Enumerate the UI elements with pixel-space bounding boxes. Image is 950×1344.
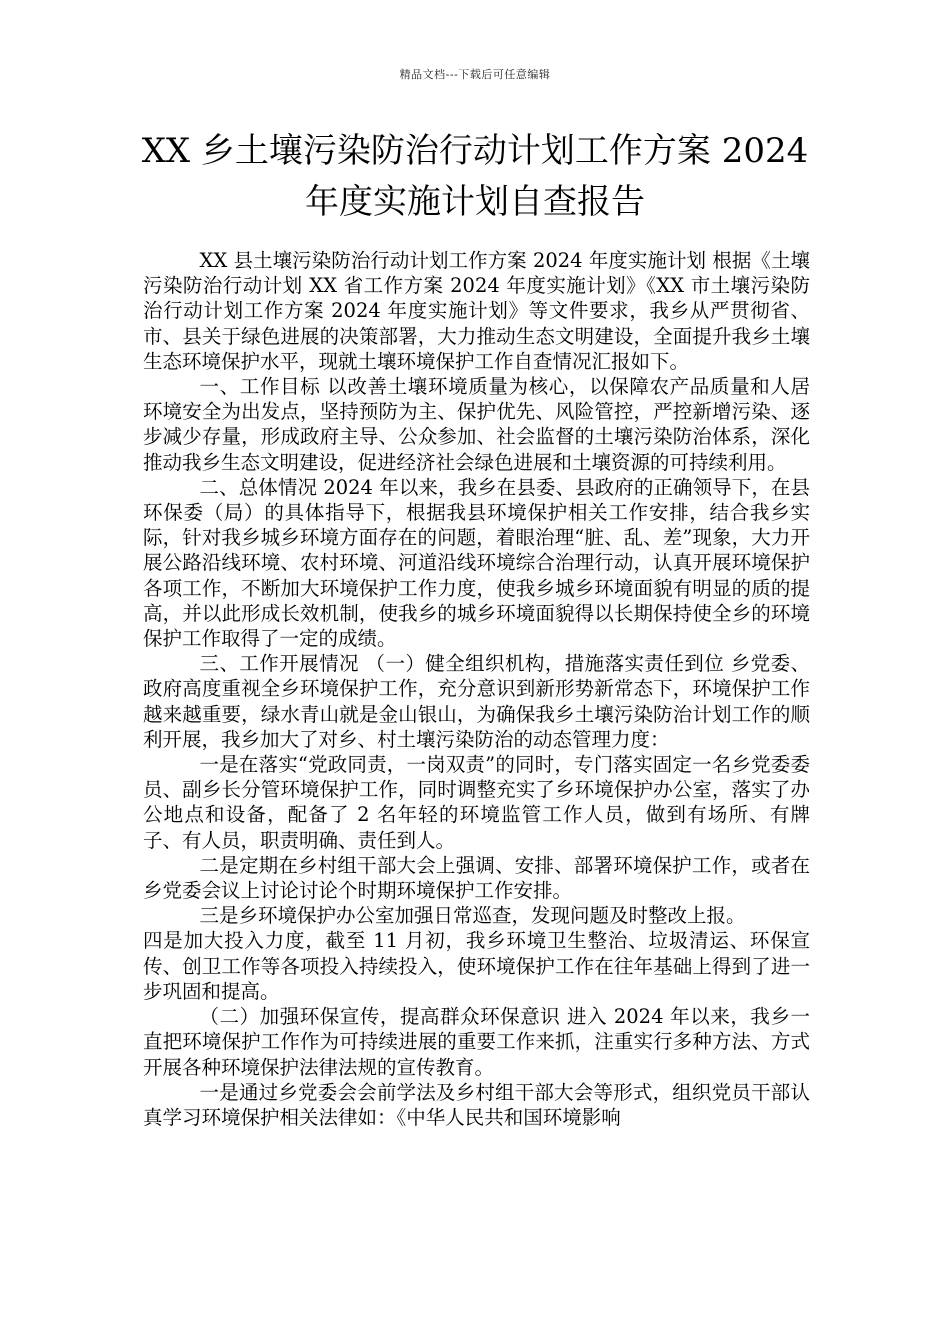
paragraph-overall: 二、总体情况 2024 年以来，我乡在县委、县政府的正确领导下，在县环保委（局）的具体指导下，根据我县环境保护相关工作安排，结合我乡实际，针对我乡城乡环境方面存在的问题，着眼治理“脏、乱、差”现象，大力开展公路沿线环境、农村环境、河道沿线环境综合治理行动，认真开展环境保护各项工作，不断加大环境保护工作力度，使我乡城乡环境面貌有明显的质的提高，并以此形成长效机制，使我乡的城乡环境面貌得以长期保持使全乡的环境保护工作取得了一定的成绩。: [143, 475, 810, 651]
paragraph-work-goal: 一、工作目标 以改善土壤环境质量为核心，以保障农产品质量和人居环境安全为出发点，坚持预防为主、保护优先、风险管控，严控新增污染、逐步减少存量，形成政府主导、公众参加、社会监督的土壤污染防治体系，深化推动我乡生态文明建设，促进经济社会绿色进展和土壤资源的可持续利用。: [143, 375, 810, 474]
paragraph-item-3: 三是乡环境保护办公室加强日常巡查，发现问题及时整改上报。: [199, 904, 746, 928]
title-line-2: 年度实施计划自查报告: [305, 182, 645, 222]
paragraph-item-1: 一是在落实“党政同责，一岗双责”的同时，专门落实固定一名乡党委委员、副乡长分管环境保护工作，同时调整充实了乡环境保护办公室，落实了办公地点和设备，配备了 2 名年轻的环境监管工作人员，做到有场所、有牌子、有人员，职责明确、责任到人。: [143, 753, 810, 852]
paragraph-publicity-item-1: 一是通过乡党委会会前学法及乡村组干部大会等形式，组织党员干部认真学习环境保护相关法律如：《中华人民共和国环境影响: [143, 1080, 810, 1129]
paragraph-publicity: （二）加强环保宣传，提高群众环保意识 进入 2024 年以来，我乡一直把环境保护工作作为可持续进展的重要工作来抓，注重实行多种方法、方式开展各种环境保护法律法规的宣传教育。: [143, 1005, 810, 1079]
title-line-1: XX 乡土壤污染防治行动计划工作方案 2024: [141, 131, 809, 171]
paragraph-intro: XX 县土壤污染防治行动计划工作方案 2024 年度实施计划 根据《土壤污染防治行动计划 XX 省工作方案 2024 年度实施计划》《XX 市土壤污染防治行动计划工作方案 2024 年度实施计划》等文件要求，我乡从严贯彻省、市、县关于绿色进展的决策部署，大力推动生态文明建设，全面提升我乡土壤生态环境保护水平，现就土壤环境保护工作自查情况汇报如下。: [143, 249, 810, 373]
header-note: 精品文档---下载后可任意编辑: [399, 68, 551, 81]
document-body: [143, 248, 810, 1130]
paragraph-work-progress: 三、工作开展情况 （一）健全组织机构，措施落实责任到位 乡党委、政府高度重视全乡环境保护工作，充分意识到新形势新常态下，环境保护工作越来越重要，绿水青山就是金山银山，为确保我乡土壤污染防治计划工作的顺利开展，我乡加大了对乡、村土壤污染防治的动态管理力度：: [143, 652, 810, 751]
paragraph-item-4: 四是加大投入力度，截至 11 月初，我乡环境卫生整治、垃圾清运、环保宣传、创卫工作等各项投入持续投入，使环境保护工作在往年基础上得到了进一步巩固和提高。: [143, 929, 810, 1003]
document-title: [120, 126, 830, 228]
paragraph-item-2: 二是定期在乡村组干部大会上强调、安排、部署环境保护工作，或者在乡党委会议上讨论讨论个时期环境保护工作安排。: [143, 853, 810, 903]
